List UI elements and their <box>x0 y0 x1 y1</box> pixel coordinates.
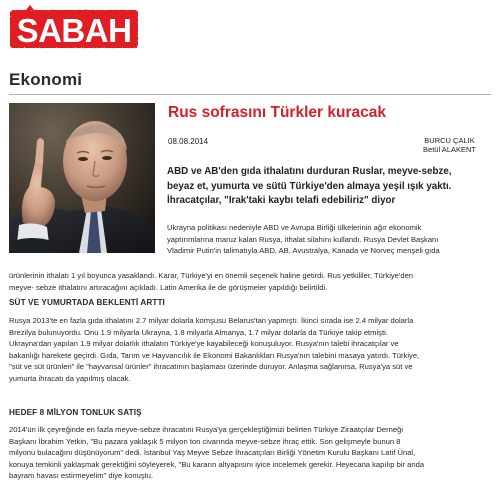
body-line: milyonu bulacağını düşünüyorum" dedi. İstanbul Yaş Meyve Sebze İhracatçıları Birliği Yönetim Kurulu Başkanı Latif Ünal, <box>9 448 416 458</box>
intro-line: meyve- sebze ithalatını artıracağını açıkladı. Latin Amerika ile de görüşmeler yapıldığı belirtildi. <box>9 282 328 292</box>
subheading-target-sales: HEDEF 8 MİLYON TONLUK SATIŞ <box>9 408 142 417</box>
logo-wordmark: SABAH <box>16 12 132 49</box>
sabah-logo-mark <box>10 4 138 52</box>
subheading-milk-eggs: SÜT VE YUMURTADA BEKLENTİ ARTTI <box>9 298 165 307</box>
logo-accent-mark <box>26 5 34 10</box>
article-lead <box>167 165 492 209</box>
body-line: "süt ve süt ürünleri" ile "hayvansal ürünler" ihracatının başlaması üzerinde duruyor. Anlaşma sağlanırsa, Rusya'ya süt ve <box>9 362 413 372</box>
section-title: Ekonomi <box>9 70 83 89</box>
article-byline <box>423 136 476 154</box>
body-line: Brezilya bulunuyordu. Onu 1.9 milyarla Ukrayna, 1.8 milyarla Almanya, 1.7 milyar dolarla da Türkiye takip etmişti. <box>9 327 388 337</box>
body-line: Rusya 2013'te en fazla gıda ithalatını 2.7 milyar dolarla komşusu Belarus'tan yapmıştı. İkinci sırada ise 2.4 milyar dolarla <box>9 316 414 325</box>
sabah-logo <box>10 4 138 52</box>
lead-line: ABD ve AB'den gıda ithalatını durduran Ruslar, meyve-sebze, <box>167 166 452 177</box>
body-line: konuya temkinli yaklaşmak gerektiğini söyleyerek, "Bu kararın altyapısını iyice incelemek gerekir. Heyecana kapılıp bir anda <box>9 459 425 469</box>
body-line: bakanlığı harekete geçirdi. Gıda, Tarım ve Hayvancılık ile Ekonomi Bakanlıkları Rusya'nın talebini masaya yatırdı. Türkiye, <box>9 350 420 360</box>
section-divider <box>9 94 491 95</box>
article-headline: Rus sofrasını Türkler kuracak <box>168 104 386 121</box>
portrait-photo <box>9 103 155 253</box>
body-line: yumurta ihracatı da yapılmış olacak. <box>9 373 131 383</box>
article-date: 08.08.2014 <box>168 137 209 146</box>
intro-line: Ukrayna politikası nedeniyle ABD ve Avrupa Birliği ülkelerinin ağır ekonomik <box>167 223 422 232</box>
body-line: bayram havası estirmeyelim" diye konuştu. <box>9 471 154 481</box>
author-name: BURCU ÇALIK <box>424 136 475 145</box>
intro-line: Vladimir Putin'in talimatıyla ABD, AB, Avustralya, Kanada ve Norveç menşeli gıda <box>167 246 440 256</box>
intro-paragraph <box>167 222 494 257</box>
intro-line: yaptırımlarına maruz kalan Rusya, ithalat silahını kullandı. Rusya Devlet Başkanı <box>167 234 439 244</box>
section-body-milk-eggs <box>9 315 495 385</box>
body-line: 2014'ün ilk çeyreğinde en fazla meyve-sebze ihracatını Rusya'ya gerçekleştiğimizi belirten Türkiye Ziraatçılar Derneği <box>9 425 404 434</box>
author-name: Betül ALAKENT <box>423 145 476 154</box>
lead-line: beyaz et, yumurta ve sütü Türkiye'den almaya yeşil ışık yaktı. <box>167 180 452 192</box>
body-line: Ukrayna'dan yapılan 1.9 milyar dolarlık ithalatın Türkiye'ye kayabileceği konuşuluyor. Rusya'nın talebi ihracatçılar ve <box>9 339 399 349</box>
section-body-target-sales <box>9 424 495 482</box>
lead-line: İhracatçılar, "Irak'taki kaybı telafi edebiliriz" diyor <box>167 195 396 206</box>
intro-paragraph-continued <box>9 270 493 293</box>
body-line: Başkanı İbrahim Yetkin, "Bu pazara yaklaşık 5 milyon ton civarında meyve-sebze ihraç ettik. Son gelişmeyle bunun 8 <box>9 436 401 446</box>
intro-line: ürünlerinin ithalatı 1 yıl boyunca yasaklandı. Karar, Türkiye'yi en önemli seçenek haline getirdi. Rus yetkililer, Türkiye'den <box>9 271 414 280</box>
